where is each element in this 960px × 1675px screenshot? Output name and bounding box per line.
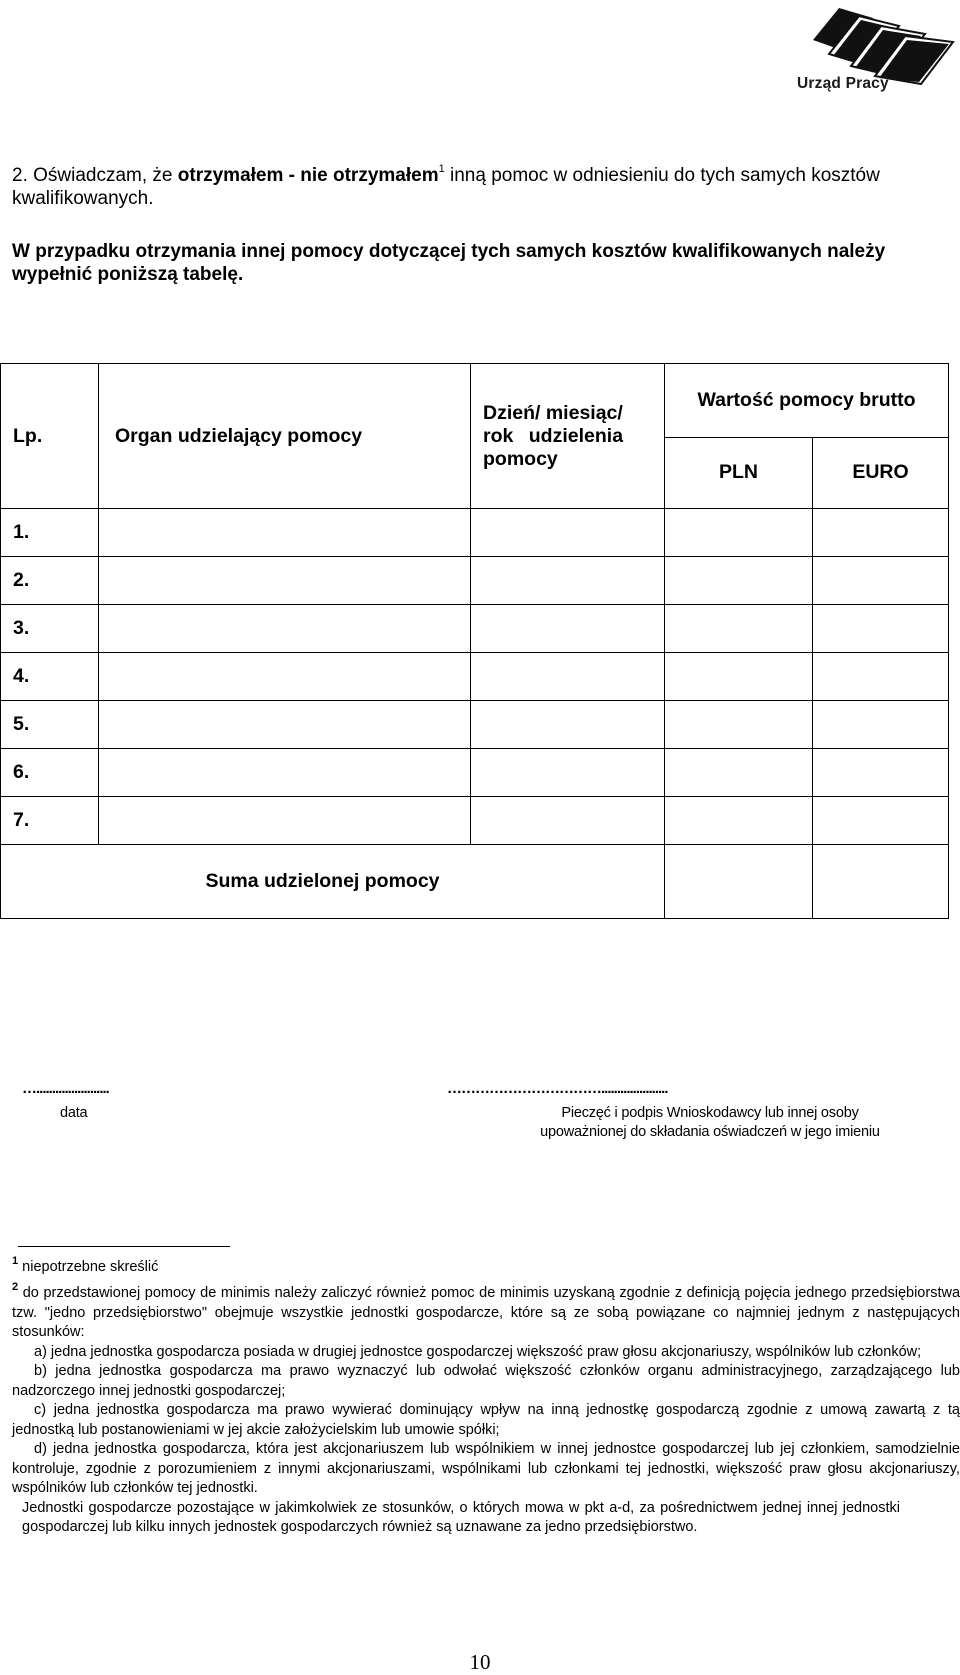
footnote-2-mark: 2 xyxy=(12,1281,19,1293)
footnote-divider xyxy=(18,1246,230,1247)
date-cell[interactable] xyxy=(471,557,665,605)
pln-cell[interactable] xyxy=(665,653,813,701)
header-date-line2: rok udzielenia xyxy=(483,424,624,447)
organ-cell[interactable] xyxy=(99,557,471,605)
organ-cell[interactable] xyxy=(99,749,471,797)
organ-cell[interactable] xyxy=(99,653,471,701)
euro-cell[interactable] xyxy=(813,701,949,749)
instruction-paragraph: W przypadku otrzymania innej pomocy dotyczącej tych samych kosztów kwalifikowanych należy wypełnić poniższą tabelę. xyxy=(12,241,886,285)
pln-cell[interactable] xyxy=(665,797,813,845)
statement-suffix: inną pomoc w odniesieniu do tych samych kosztów kwalifikowanych. xyxy=(12,165,880,209)
row-number: 3. xyxy=(1,605,99,653)
footnote-item-d: d) jedna jednostka gospodarcza, która jest akcjonariuszem lub wspólnikiem w innej jednostce gospodarczej lub jej członkiem, samodzielnie kontroluje, zgodnie z porozumieniem z innymi akcjonariuszami, wspólnikami lub członkami tej jednostki, większość praw głosu akcjonariuszy, wspólników lub członków tej jednostki. xyxy=(12,1441,960,1496)
table-row xyxy=(1,701,949,749)
header-date-line1: Dzień/ miesiąc/ xyxy=(483,401,623,424)
date-cell[interactable] xyxy=(471,653,665,701)
row-number: 6. xyxy=(1,749,99,797)
row-number: 5. xyxy=(1,701,99,749)
statement-prefix: 2. Oświadczam, że xyxy=(12,165,178,186)
euro-cell[interactable] xyxy=(813,749,949,797)
pln-cell[interactable] xyxy=(665,557,813,605)
pln-cell[interactable] xyxy=(665,605,813,653)
header-lp: Lp. xyxy=(1,364,99,509)
pln-cell[interactable] xyxy=(665,701,813,749)
euro-cell[interactable] xyxy=(813,509,949,557)
signature-dots-line[interactable]: ……………………………..................... xyxy=(447,1080,668,1097)
organ-cell[interactable] xyxy=(99,509,471,557)
sum-euro-cell[interactable] xyxy=(813,845,949,919)
page-number: 10 xyxy=(469,1650,491,1674)
footnote-2 xyxy=(12,1281,960,1538)
date-cell[interactable] xyxy=(471,701,665,749)
row-number: 2. xyxy=(1,557,99,605)
date-label: data xyxy=(60,1105,88,1121)
table-row xyxy=(1,797,949,845)
header-pln: PLN xyxy=(665,437,813,509)
footnote-ref-1: 1 xyxy=(438,163,445,175)
header-value: Wartość pomocy brutto xyxy=(665,364,949,438)
table-row xyxy=(1,557,949,605)
euro-cell[interactable] xyxy=(813,557,949,605)
date-dots-line[interactable]: …....................... xyxy=(22,1080,109,1097)
footnote-1 xyxy=(12,1255,960,1278)
date-cell[interactable] xyxy=(471,509,665,557)
table-row xyxy=(1,653,949,701)
footnote-1-text: niepotrzebne skreślić xyxy=(22,1259,159,1275)
row-number: 4. xyxy=(1,653,99,701)
euro-cell[interactable] xyxy=(813,797,949,845)
header-organ: Organ udzielający pomocy xyxy=(99,364,471,509)
organ-cell[interactable] xyxy=(99,797,471,845)
table-row xyxy=(1,605,949,653)
row-number: 7. xyxy=(1,797,99,845)
header-date-line3: pomocy xyxy=(483,447,558,470)
date-cell[interactable] xyxy=(471,605,665,653)
sum-pln-cell[interactable] xyxy=(665,845,813,919)
header-euro: EURO xyxy=(813,437,949,509)
euro-cell[interactable] xyxy=(813,605,949,653)
footnote-1-mark: 1 xyxy=(12,1255,19,1267)
euro-cell[interactable] xyxy=(813,653,949,701)
aid-table xyxy=(0,363,949,919)
header-date xyxy=(471,364,665,509)
logo-text: Urząd Pracy xyxy=(797,75,889,92)
date-cell[interactable] xyxy=(471,797,665,845)
sum-label: Suma udzielonej pomocy xyxy=(1,845,665,919)
table-row xyxy=(1,749,949,797)
date-cell[interactable] xyxy=(471,749,665,797)
organ-cell[interactable] xyxy=(99,701,471,749)
statement-paragraph xyxy=(12,164,942,210)
table-row xyxy=(1,509,949,557)
footnote-item-b: b) jedna jednostka gospodarcza ma prawo wyznaczyć lub odwołać większość członków organu administracyjnego, zarządzającego lub nadzorczego innej jednostki gospodarczej; xyxy=(12,1363,960,1399)
organ-cell[interactable] xyxy=(99,605,471,653)
footnote-item-a: a) jedna jednostka gospodarcza posiada w drugiej jednostce gospodarczej większość praw głosu akcjonariuszy, wspólników lub członków; xyxy=(34,1343,922,1360)
footnote-closing: Jednostki gospodarcze pozostające w jakimkolwiek ze stosunków, o których mowa w pkt a-d, za pośrednictwem jednej innej jednostki gospodarczej lub kilku innych jednostek gospodarczych również są uznawane za jedno przedsiębiorstwo. xyxy=(22,1499,900,1535)
footnote-item-c: c) jedna jednostka gospodarcza ma prawo wywierać dominujący wpływ na inną jednostkę gospodarczą zgodnie z umową zawartą z tą jednostką lub postanowieniami w jej akcie założycielskim lub umowie spółki; xyxy=(12,1402,960,1438)
footnote-2-text: do przedstawionej pomocy de minimis należy zaliczyć również pomoc de minimis uzyskaną zgodnie z definicją pojęcia jednego przedsiębiorstwa tzw. "jedno przedsiębiorstwo" obejmuje wszystkie jednostki gospodarcze, które są ze sobą powiązane co najmniej jednym z następujących stosunków: xyxy=(12,1285,960,1340)
row-number: 1. xyxy=(1,509,99,557)
pln-cell[interactable] xyxy=(665,509,813,557)
sum-row xyxy=(1,845,949,919)
signature-label xyxy=(495,1104,925,1142)
statement-choice: otrzymałem - nie otrzymałem xyxy=(177,165,439,186)
signature-label-line2: upoważnionej do składania oświadczeń w jego imieniu xyxy=(540,1124,880,1140)
signature-label-line1: Pieczęć i podpis Wnioskodawcy lub innej osoby xyxy=(561,1105,859,1121)
pln-cell[interactable] xyxy=(665,749,813,797)
